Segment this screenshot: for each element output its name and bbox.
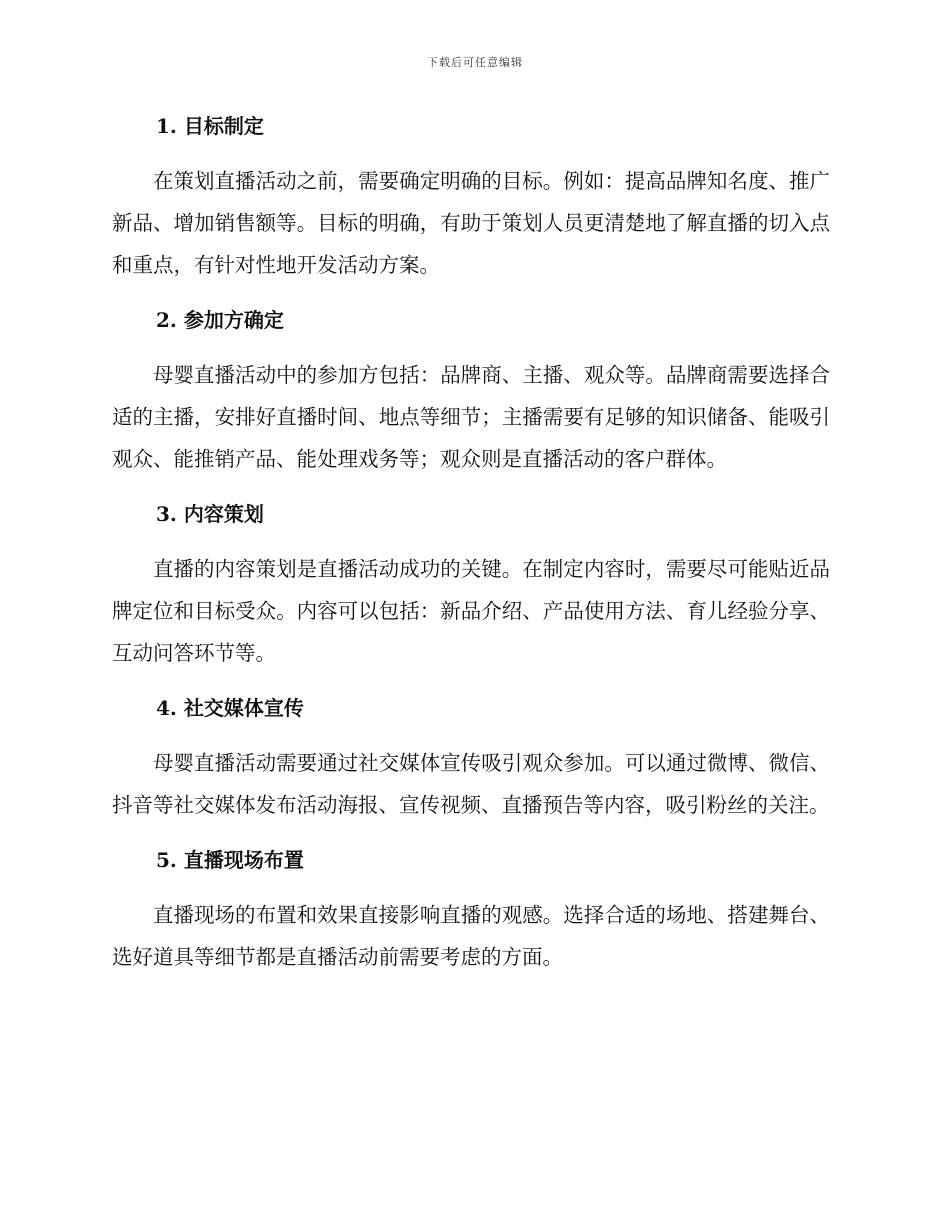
section-social-media [112, 688, 830, 826]
section-paragraph: 母婴直播活动需要通过社交媒体宣传吸引观众参加。可以通过微博、微信、抖音等社交媒体发布活动海报、宣传视频、直播预告等内容，吸引粉丝的关注。 [112, 751, 830, 817]
section-venue-setup [112, 840, 830, 978]
section-paragraph: 直播的内容策划是直播活动成功的关键。在制定内容时，需要尽可能贴近品牌定位和目标受众。内容可以包括：新品介绍、产品使用方法、育儿经验分享、互动问答环节等。 [112, 557, 830, 665]
section-heading: 5. 直播现场布置 [156, 848, 304, 872]
section-goal-setting [112, 106, 830, 286]
section-paragraph: 直播现场的布置和效果直接影响直播的观感。选择合适的场地、搭建舞台、选好道具等细节都是直播活动前需要考虑的方面。 [112, 903, 830, 969]
section-content-planning [112, 494, 830, 674]
section-heading: 1. 目标制定 [156, 114, 264, 138]
section-heading: 3. 内容策划 [156, 502, 264, 526]
section-participants [112, 300, 830, 480]
page-header: 下载后可任意编辑 [427, 56, 523, 69]
section-paragraph: 在策划直播活动之前，需要确定明确的目标。例如：提高品牌知名度、推广新品、增加销售额等。目标的明确，有助于策划人员更清楚地了解直播的切入点和重点，有针对性地开发活动方案。 [112, 169, 830, 277]
section-heading: 2. 参加方确定 [156, 308, 284, 332]
document-body [112, 106, 830, 992]
section-heading: 4. 社交媒体宣传 [156, 696, 304, 720]
section-paragraph: 母婴直播活动中的参加方包括：品牌商、主播、观众等。品牌商需要选择合适的主播，安排好直播时间、地点等细节；主播需要有足够的知识储备、能吸引观众、能推销产品、能处理戏务等；观众则是直播活动的客户群体。 [112, 363, 830, 471]
